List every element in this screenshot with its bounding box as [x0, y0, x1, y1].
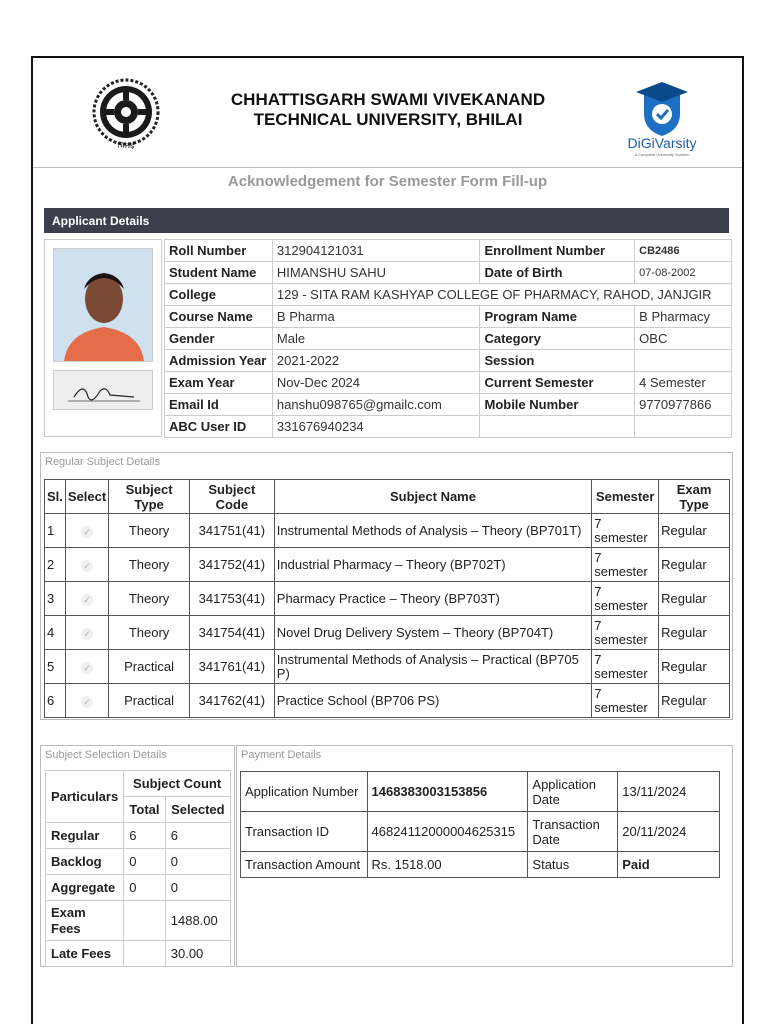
semester-label: Current Semester — [480, 372, 635, 394]
college-value: 129 - SITA RAM KASHYAP COLLEGE OF PHARMACY, RAHOD, JANJGIR — [272, 284, 731, 306]
select-checkbox[interactable]: ✓ — [81, 594, 93, 606]
dob-label: Date of Birth — [480, 262, 635, 284]
admission-value: 2021-2022 — [272, 350, 480, 372]
university-name: CHHATTISGARH SWAMI VIVEKANAND TECHNICAL UNIVERSITY, BHILAI — [230, 90, 546, 129]
roll-value: 312904121031 — [272, 240, 480, 262]
svg-text:भिलाई: भिलाई — [117, 142, 135, 150]
table-row: 6 ✓ Practical 341762(41) Practice School (BP706 PS) 7 semester Regular — [45, 684, 730, 718]
payment-section: Payment Details — [236, 745, 733, 967]
email-value: hanshu098765@gmailc.com — [272, 394, 480, 416]
abc-value: 331676940234 — [272, 416, 480, 438]
applicant-details-table — [164, 239, 732, 438]
roll-label: Roll Number — [165, 240, 273, 262]
col-subject-name: Subject Name — [274, 480, 591, 514]
exam-year-label: Exam Year — [165, 372, 273, 394]
category-label: Category — [480, 328, 635, 350]
payment-status: Paid — [618, 852, 720, 878]
enroll-value: CB2486 — [635, 240, 732, 262]
photo-box — [44, 239, 162, 437]
name-value: HIMANSHU SAHU — [272, 262, 480, 284]
select-checkbox[interactable]: ✓ — [81, 628, 93, 640]
header — [33, 58, 742, 168]
exam-year-value: Nov-Dec 2024 — [272, 372, 480, 394]
mobile-label: Mobile Number — [480, 394, 635, 416]
svg-text:A Complete University Solution: A Complete University Solution — [634, 152, 690, 157]
enroll-label: Enrollment Number — [480, 240, 635, 262]
payment-table: Application Number 1468383003153856 Application Date 13/11/2024 Transaction ID 46824112000004625315 Transaction Date 20/11/2024 Transaction Amount Rs. 1518.00 Status Paid — [240, 771, 720, 878]
table-row: 3 ✓ Theory 341753(41) Pharmacy Practice – Theory (BP703T) 7 semester Regular — [45, 582, 730, 616]
applicant-details-header: Applicant Details — [44, 208, 729, 233]
session-value — [635, 350, 732, 372]
transaction-id: 46824112000004625315 — [367, 812, 528, 852]
select-checkbox[interactable]: ✓ — [81, 526, 93, 538]
digivarsity-logo — [616, 78, 708, 158]
category-value: OBC — [635, 328, 732, 350]
table-row: 1 ✓ Theory 341751(41) Instrumental Methods of Analysis – Theory (BP701T) 7 semester Regular — [45, 514, 730, 548]
col-subject-type: Subject Type — [109, 480, 190, 514]
svg-text:DiGiVarsity: DiGiVarsity — [627, 135, 697, 151]
program-value: B Pharmacy — [635, 306, 732, 328]
university-seal-logo — [91, 78, 161, 150]
subject-selection-section: Subject Selection Details — [40, 745, 235, 967]
select-checkbox[interactable]: ✓ — [81, 560, 93, 572]
program-label: Program Name — [480, 306, 635, 328]
course-value: B Pharma — [272, 306, 480, 328]
subject-count-table: Particulars Subject Count Total Selected Regular 6 6 Backlog 0 0 Aggregate 0 0 Exam Fees 1488.00 Late Fees 30.00 — [45, 770, 231, 967]
col-select: Select — [65, 480, 108, 514]
abc-label: ABC User ID — [165, 416, 273, 438]
dob-value: 07-08-2002 — [635, 262, 732, 284]
student-photo — [53, 248, 153, 362]
col-exam-type: Exam Type — [659, 480, 730, 514]
table-row: 2 ✓ Theory 341752(41) Industrial Pharmacy – Theory (BP702T) 7 semester Regular — [45, 548, 730, 582]
col-semester: Semester — [592, 480, 659, 514]
name-label: Student Name — [165, 262, 273, 284]
regular-subject-table — [44, 479, 730, 718]
table-row: 4 ✓ Theory 341754(41) Novel Drug Delivery System – Theory (BP704T) 7 semester Regular — [45, 616, 730, 650]
college-label: College — [165, 284, 273, 306]
email-label: Email Id — [165, 394, 273, 416]
page-title: Acknowledgement for Semester Form Fill-up — [227, 173, 548, 190]
col-sl: Sl. — [45, 480, 66, 514]
semester-value: 4 Semester — [635, 372, 732, 394]
application-number: 1468383003153856 — [367, 772, 528, 812]
mobile-value: 9770977866 — [635, 394, 732, 416]
session-label: Session — [480, 350, 635, 372]
course-label: Course Name — [165, 306, 273, 328]
gender-value: Male — [272, 328, 480, 350]
transaction-amount: Rs. 1518.00 — [367, 852, 528, 878]
gender-label: Gender — [165, 328, 273, 350]
table-row: 5 ✓ Practical 341761(41) Instrumental Methods of Analysis – Practical (BP705 P) 7 semester Regular — [45, 650, 730, 684]
section-title: Regular Subject Details — [45, 456, 160, 468]
student-signature — [53, 370, 153, 410]
select-checkbox[interactable]: ✓ — [81, 696, 93, 708]
col-subject-code: Subject Code — [189, 480, 274, 514]
admission-label: Admission Year — [165, 350, 273, 372]
select-checkbox[interactable]: ✓ — [81, 662, 93, 674]
